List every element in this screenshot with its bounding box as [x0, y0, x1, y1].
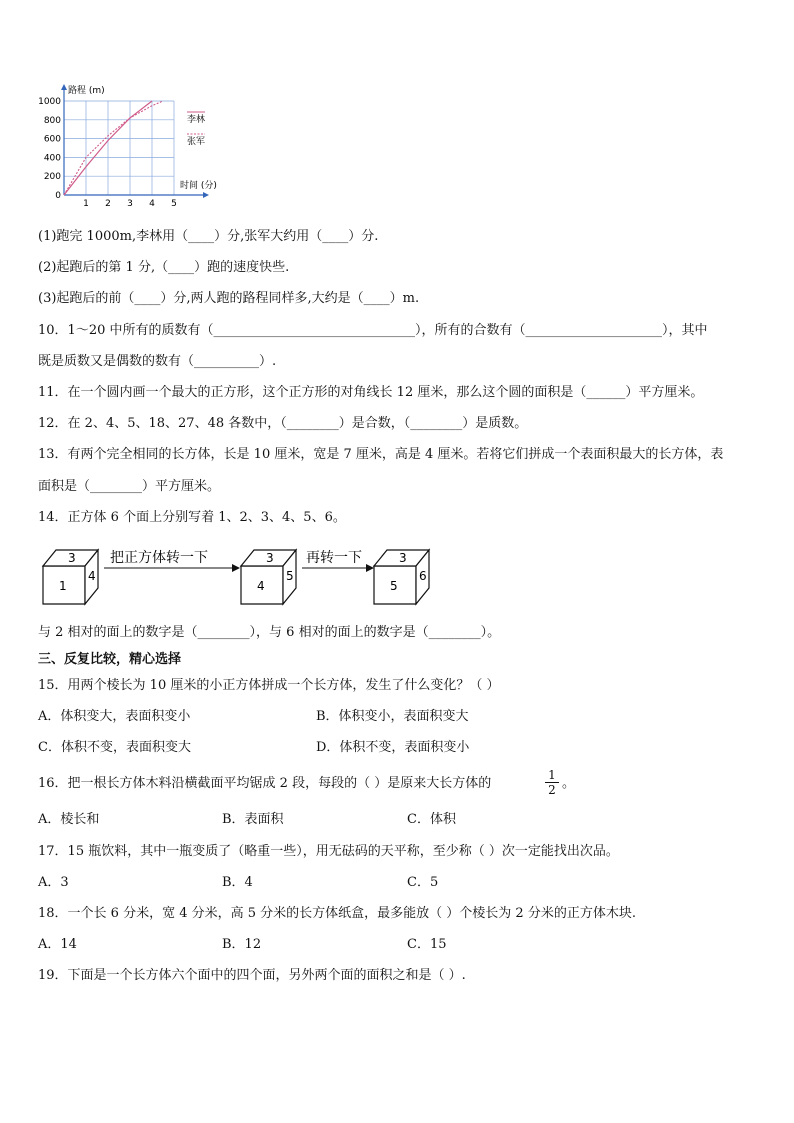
q10-line2: 既是质数又是偶数的数有（__________）.: [38, 354, 277, 369]
chart-grid: [64, 101, 174, 195]
q9-part3: (3)起跑后的前（____）分,两人跑的路程同样多,大约是（____）m.: [38, 291, 420, 306]
q12: 12．在 2、4、5、18、27、48 各数中，（________）是合数，（________）是质数。: [38, 416, 528, 431]
q17-option-c: C．5: [407, 875, 439, 890]
cube-3: [374, 550, 429, 604]
cube-3-top: 3: [399, 551, 407, 565]
q16-tail: 。: [562, 776, 576, 791]
q9-part2: (2)起跑后的第 1 分,（____）跑的速度快些.: [38, 260, 290, 275]
cube-3-front: 5: [390, 579, 398, 593]
cube-2-front: 4: [257, 579, 265, 593]
q16-option-a: A．棱长和: [38, 812, 100, 827]
q15-option-d: D．体积不变，表面积变小: [316, 740, 470, 755]
arrow-2-label: 再转一下: [306, 550, 362, 566]
q17-option-a: A．3: [38, 875, 69, 890]
arrow-2-head: [366, 564, 374, 572]
y-tick-label: 800: [43, 115, 61, 126]
cube-1-front: 1: [59, 579, 67, 593]
cube-rotation-figure: [40, 546, 440, 608]
distance-time-chart: [30, 82, 230, 212]
chart-ticks: [38, 97, 177, 209]
x-tick-label: 5: [171, 199, 177, 209]
q13-line1: 13．有两个完全相同的长方体，长是 10 厘米，宽是 7 厘米，高是 4 厘米。若将它们拼成一个表面积最大的长方体，表: [38, 447, 724, 462]
y-axis-arrow: [61, 84, 67, 90]
q17-stem: 17．15 瓶饮料，其中一瓶变质了（略重一些），用无砝码的天平称，至少称（ ）次一定能找出次品。: [38, 844, 619, 859]
legend-li-lin: 李林: [187, 115, 206, 125]
q19-stem: 19．下面是一个长方体六个面中的四个面，另外两个面的面积之和是（ ）.: [38, 968, 466, 983]
q18-option-b: B．12: [222, 937, 262, 952]
cube-2-top: 3: [266, 551, 274, 565]
cube-1: [43, 550, 98, 604]
q18-option-a: A．14: [38, 937, 77, 952]
y-tick-label: 600: [43, 134, 61, 145]
y-tick-label: 400: [43, 153, 61, 164]
q9-part1: (1)跑完 1000m,李林用（____）分,张军大约用（____）分.: [38, 229, 379, 244]
q16-option-b: B．表面积: [222, 812, 284, 827]
q16-fraction-numerator: 1: [548, 768, 556, 782]
legend-zhang-jun: 张军: [187, 137, 206, 147]
cube-3-side: 6: [419, 569, 427, 583]
q14-stem: 14．正方体 6 个面上分别写着 1、2、3、4、5、6。: [38, 510, 346, 525]
cube-2: [241, 550, 296, 604]
q16-stem: [38, 776, 762, 792]
cube-1-top: 3: [68, 551, 76, 565]
cube-1-side: 4: [88, 569, 96, 583]
x-tick-label: 4: [149, 199, 155, 209]
q15-option-c: C．体积不变，表面积变大: [38, 740, 191, 755]
q14-answer: 与 2 相对的面上的数字是（________），与 6 相对的面上的数字是（________）。: [38, 625, 501, 640]
q15-stem: 15．用两个棱长为 10 厘米的小正方体拼成一个长方体，发生了什么变化？（ ）: [38, 678, 500, 693]
y-tick-label: 1000: [38, 97, 61, 107]
y-tick-label: 200: [43, 172, 61, 183]
series-line-1: [64, 101, 163, 195]
chart-ylabel: 路程 (m): [68, 86, 105, 96]
q16-fraction: [545, 769, 559, 796]
section-3-heading: 三、反复比较，精心选择: [38, 652, 182, 667]
x-tick-label: 1: [83, 199, 89, 209]
q17-option-b: B．4: [222, 875, 253, 890]
q16-stem-text: 16．把一根长方体木料沿横截面平均锯成 2 段，每段的（ ）是原来大长方体的: [38, 776, 492, 791]
q13-line2: 面积是（________）平方厘米。: [38, 479, 221, 494]
arrow-1-head: [232, 564, 240, 572]
q11: 11．在一个圆内画一个最大的正方形，这个正方形的对角线长 12 厘米，那么这个圆的面积是（______）平方厘米。: [38, 385, 704, 400]
q16-fraction-denominator: 2: [548, 783, 556, 797]
q15-option-a: A．体积变大，表面积变小: [38, 709, 191, 724]
q15-option-b: B．体积变小，表面积变大: [316, 709, 469, 724]
q16-option-c: C．体积: [407, 812, 456, 827]
x-tick-label: 3: [127, 199, 133, 209]
q18-option-c: C．15: [407, 937, 447, 952]
q10-line1: 10．1～20 中所有的质数有（_______________________________），所有的合数有（_____________________），其中: [38, 323, 708, 338]
arrow-1-label: 把正方体转一下: [110, 550, 208, 566]
chart-xlabel: 时间 (分): [180, 181, 217, 191]
x-axis-arrow: [203, 192, 209, 198]
cube-2-side: 5: [286, 569, 294, 583]
x-tick-label: 2: [105, 199, 111, 209]
q18-stem: 18．一个长 6 分米，宽 4 分米，高 5 分米的长方体纸盒，最多能放（ ）个棱长为 2 分米的正方体木块.: [38, 906, 636, 921]
y-tick-label: 0: [55, 191, 61, 201]
